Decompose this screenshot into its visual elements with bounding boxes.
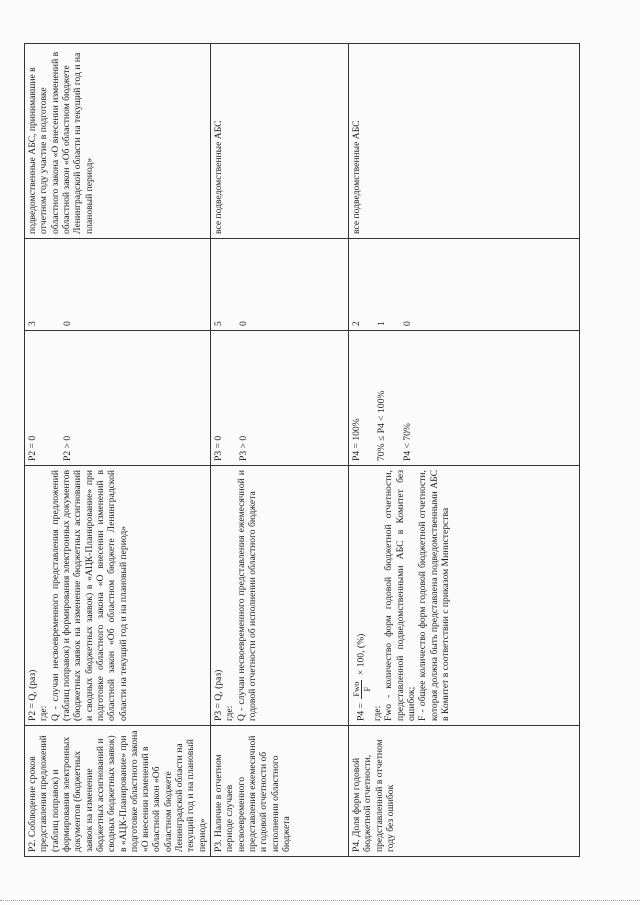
scan-edge-noise: [0, 897, 640, 901]
condition-cell: P2 = 0 P2 > 0: [25, 331, 211, 466]
indicator-name-cell: P2. Соблюдение сроков представления предложений (таблиц поправок) и формирования электронных документов (бюджетных заявок на изменение бюджетных ассигнований и сводных бюджетных заявок) в «АЦК-Планирование» при подготовке областного закона «О внесении изменений в областной закон «Об областном бюджете Ленинградской области на текущий год и на плановый период»: [25, 726, 211, 857]
applies-to-cell: все подведомственные АБС: [349, 44, 580, 239]
applies-to-cell: подведомственные АБС, принимавшие в отчетном году участие в подготовке областного закона «О внесении изменений в областной закон «Об областном бюджете Ленинградской области на текущий год и на плановый период»: [25, 44, 211, 239]
table-row: [211, 44, 349, 857]
criteria-table: [24, 43, 580, 857]
indicator-name-cell: P3. Наличие в отчетном периоде случаев несвоевременного представления ежемесячной и годовой отчетности об исполнении областного бюджета: [211, 726, 349, 857]
applies-to-cell: все подведомственные АБС: [211, 44, 349, 239]
formula-cell: P3 = Q, (раз) где: Q - случаи несвоевременного представления ежемесячной и годовой отчетности об исполнении областного бюджета: [211, 466, 349, 726]
score-cell: 5 0: [211, 239, 349, 331]
condition-cell: P3 = 0 P3 > 0: [211, 331, 349, 466]
table-row: [349, 44, 580, 857]
table-row: [25, 44, 211, 857]
condition-cell: P4 = 100% 70% ≤ P4 < 100% P4 < 70%: [349, 331, 580, 466]
indicator-name-cell: P4. Доля форм годовой бюджетной отчетности, представленной в отчетном году без ошибок: [349, 726, 580, 857]
score-cell: 3 0: [25, 239, 211, 331]
formula-cell: P2 = Q, (раз) где: Q - случаи несвоевременного представления предложений (таблиц поправок) и формирования электронных документов (бюджетных заявок на изменение бюджетных ассигнований и сводных бюджетных заявок) в «АЦК-Планирование» при подготовке областного закона «О внесении изменений в областной закон «Об областном бюджете Ленинградской области на текущий год и на плановый период»: [25, 466, 211, 726]
rotated-table-wrapper: [24, 44, 580, 857]
fraction-formula: P4 = Fwo F × 100, (%): [351, 633, 373, 721]
formula-cell: P4 = Fwo F × 100, (%) где: Fwo - количество форм годовой бюджетной отчетности, представленной подведомственными АБС в Комитет без ошибок; F - общее количество форм годовой бюджетной отчетности, которая должна быть представлена подведомственными АБС в Комитет в соответствии с приказом Министерства: [349, 466, 580, 726]
score-cell: 2 1 0: [349, 239, 580, 331]
